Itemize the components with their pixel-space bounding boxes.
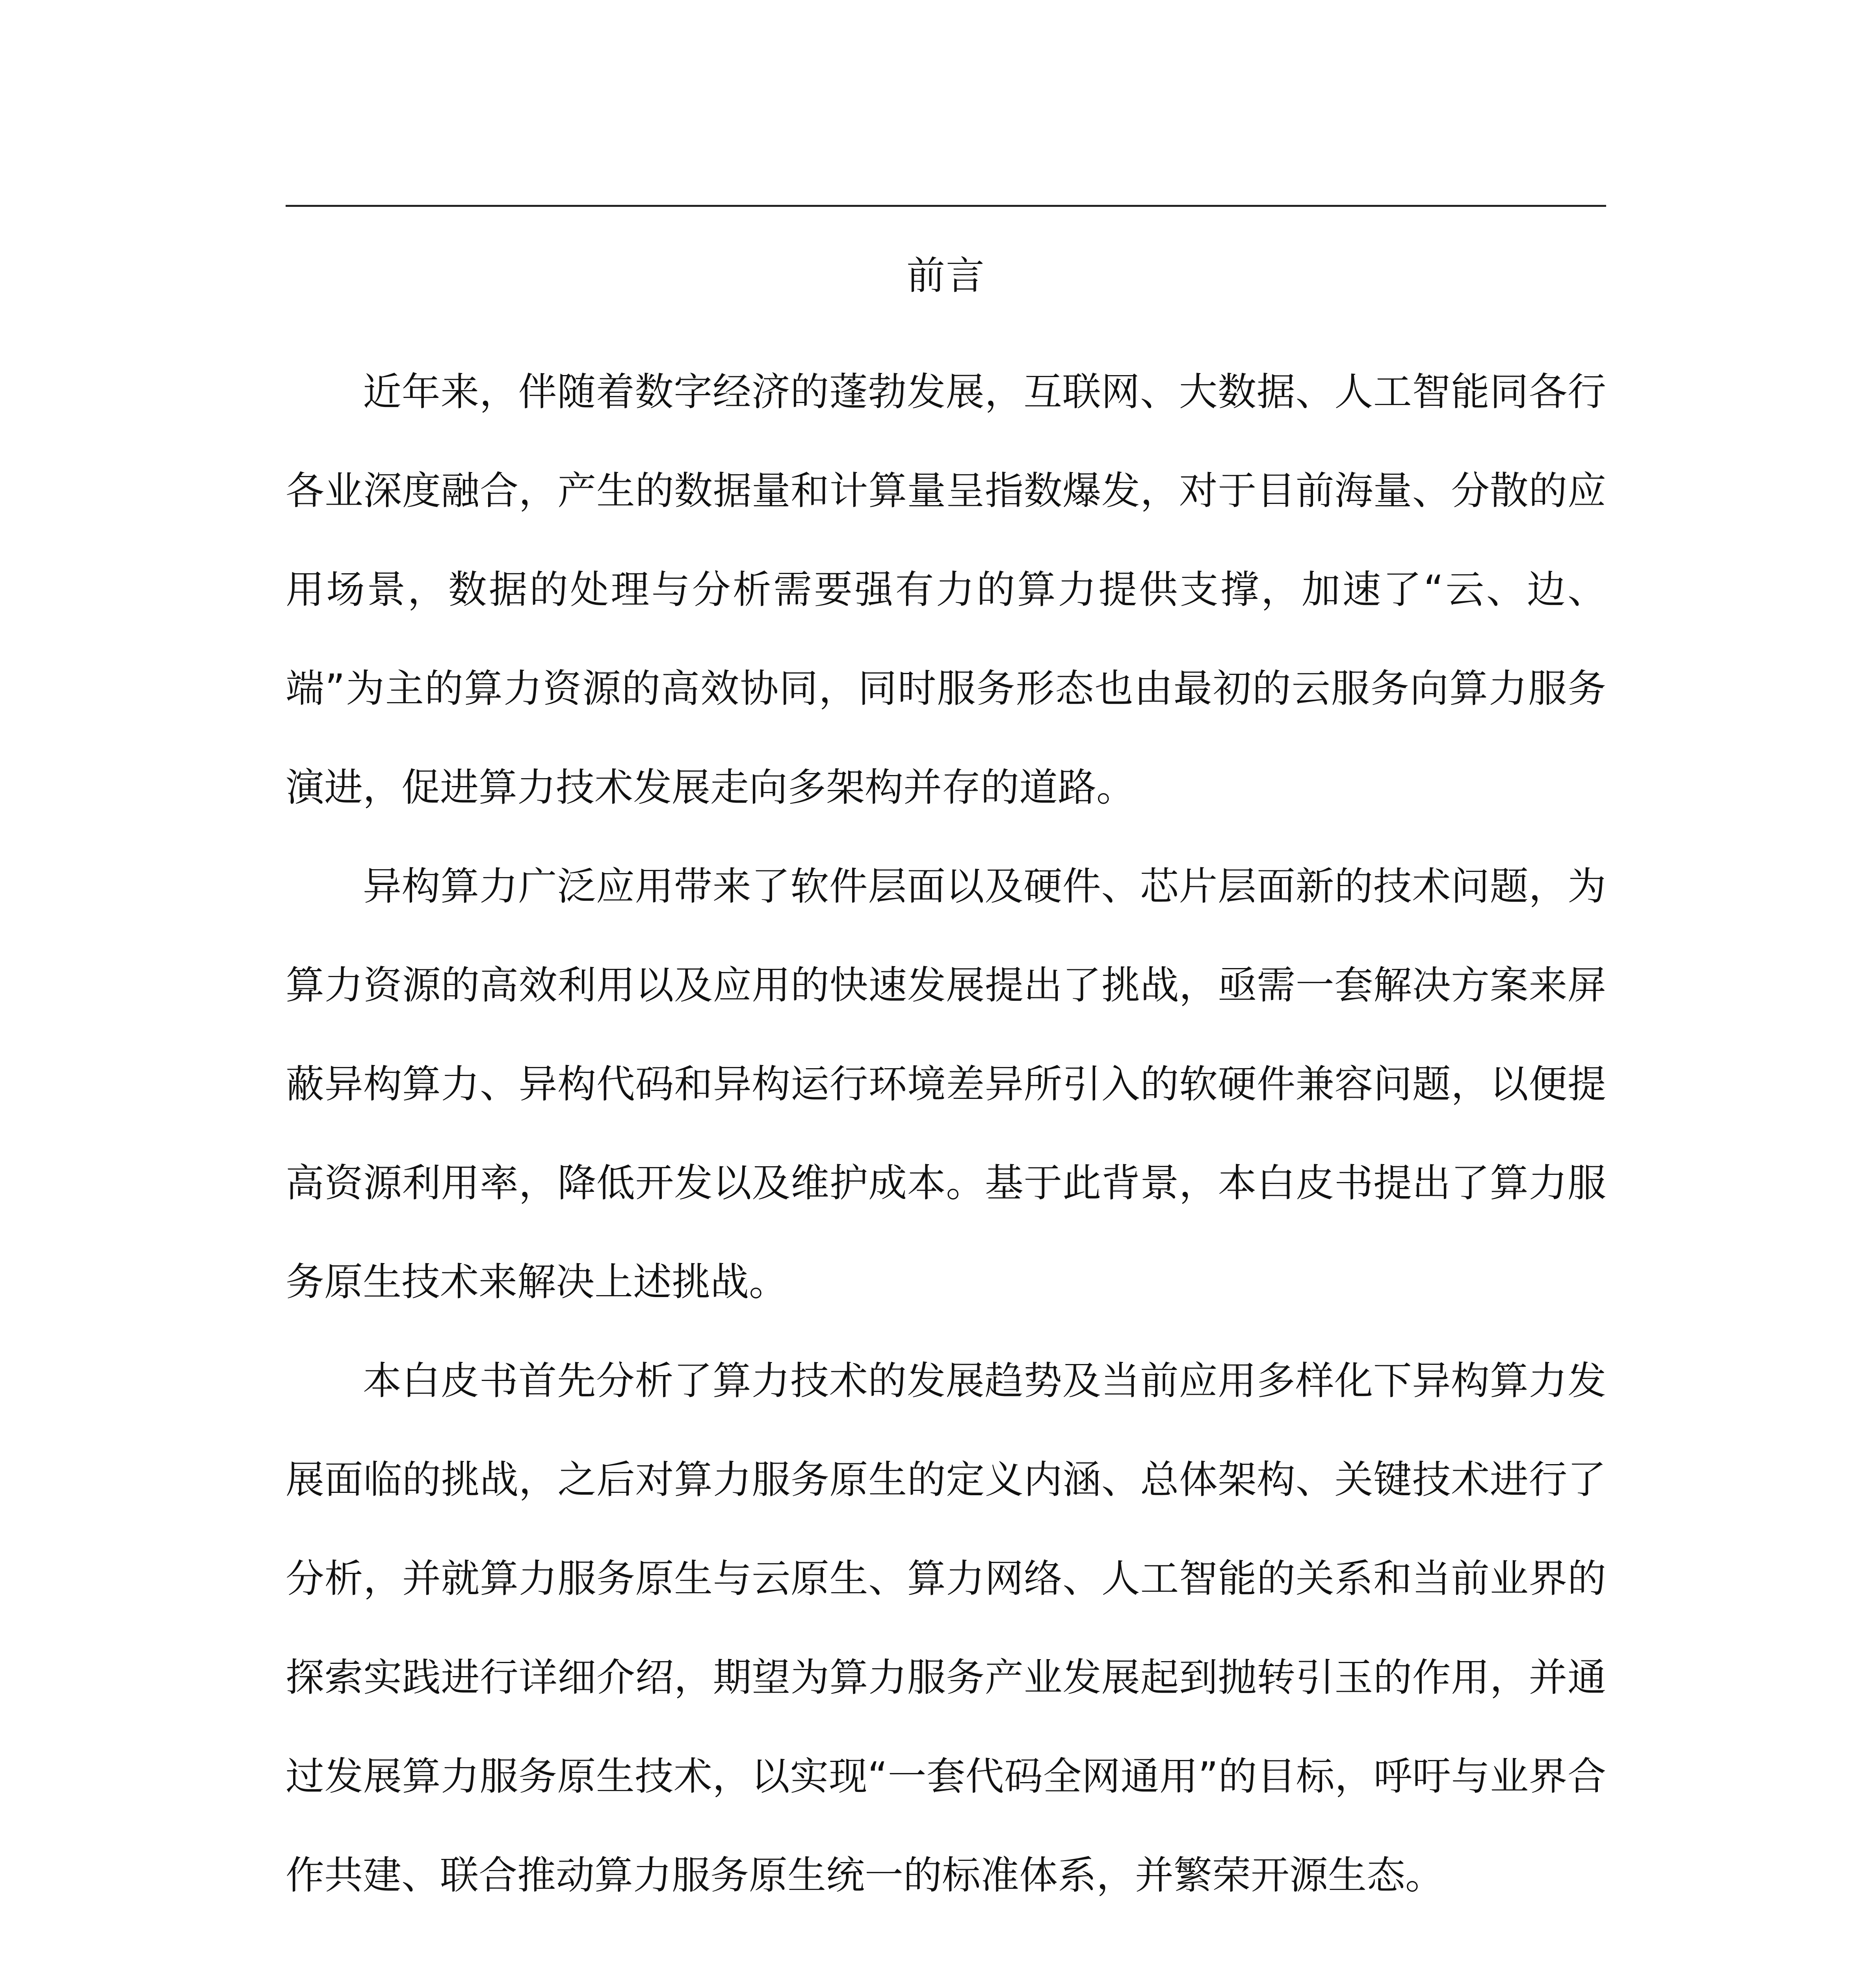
paragraph-3: 本白皮书首先分析了算力技术的发展趋势及当前应用多样化下异构算力发展面临的挑战，之后对算力服务原生的定义内涵、总体架构、关键技术进行了分析，并就算力服务原生与云原生、算力网络、人工智能的关系和当前业界的探索实践进行详细介绍，期望为算力服务产业发展起到抛转引玉的作用，并通过发展算力服务原生技术，以实现“一套代码全网通用”的目标，呼吁与业界合作共建、联合推动算力服务原生统一的标准体系，并繁荣开源生态。 (286, 1359, 1606, 1898)
page-title: 前言 (906, 253, 985, 298)
header-divider (286, 205, 1606, 207)
paragraph-1: 近年来，伴随着数字经济的蓬勃发展，互联网、大数据、人工智能同各行各业深度融合，产生的数据量和计算量呈指数爆发，对于目前海量、分散的应用场景，数据的处理与分析需要强有力的算力提供支撑，加速了“云、边、端”为主的算力资源的高效协同，同时服务形态也由最初的云服务向算力服务演进，促进算力技术发展走向多架构并存的道路。 (286, 370, 1606, 810)
paragraph-2: 异构算力广泛应用带来了软件层面以及硬件、芯片层面新的技术问题，为算力资源的高效利用以及应用的快速发展提出了挑战，亟需一套解决方案来屏蔽异构算力、异构代码和异构运行环境差异所引入的软硬件兼容问题，以便提高资源利用率，降低开发以及维护成本。基于此背景，本白皮书提出了算力服务原生技术来解决上述挑战。 (286, 864, 1606, 1305)
body-text (286, 343, 1606, 1925)
